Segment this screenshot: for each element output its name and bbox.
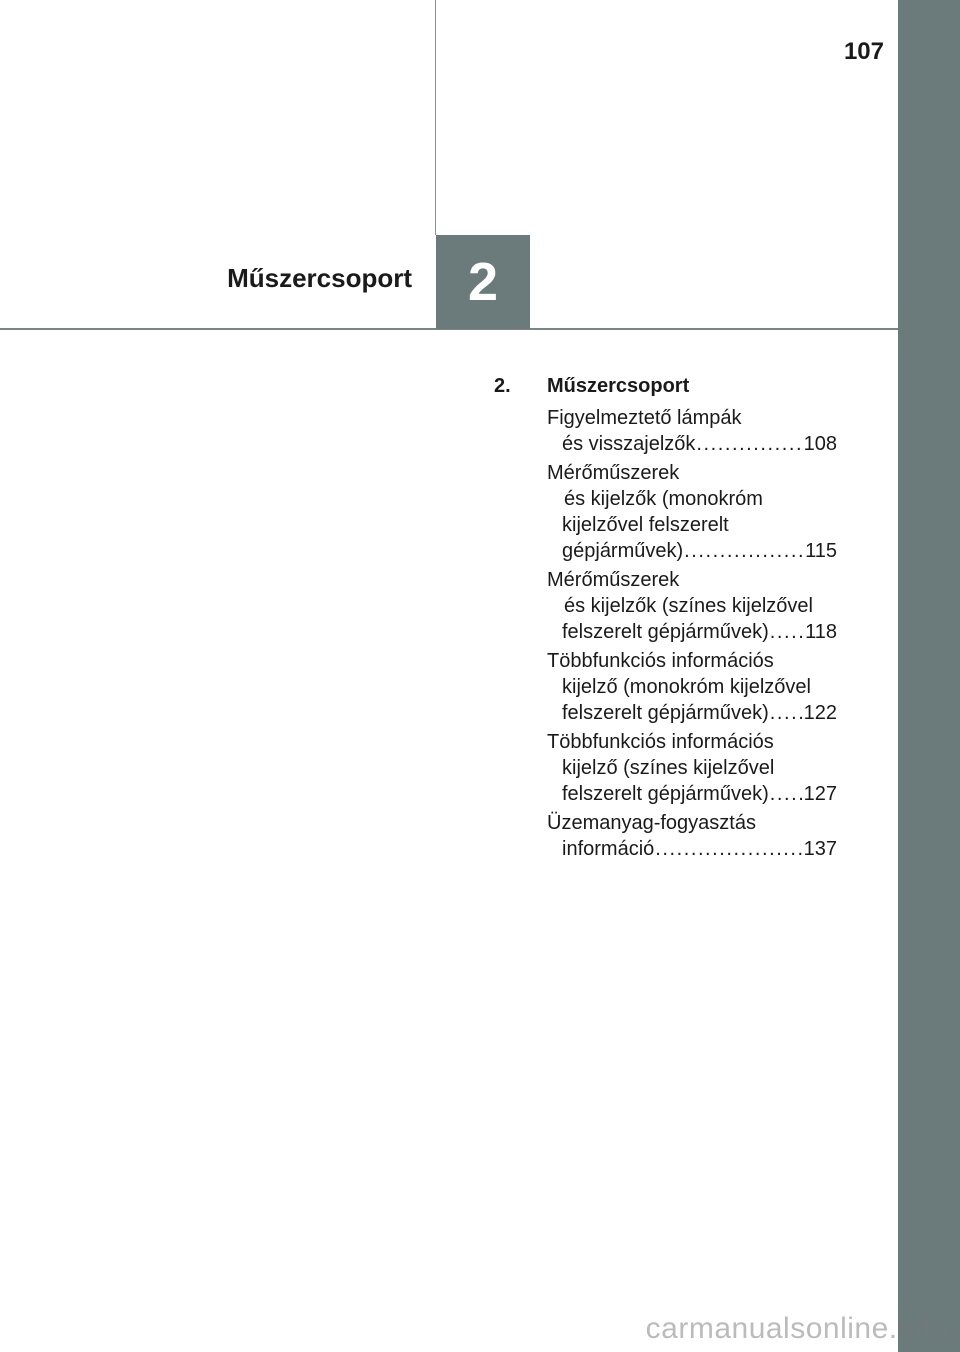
toc-entry[interactable] [547,567,837,645]
toc-entry[interactable] [547,648,837,726]
toc-page-number: 127 [803,783,837,805]
toc-entry-text: kijelzővel felszerelt [562,514,729,536]
toc-entry-text: információ [562,838,655,860]
toc-entry-text: és kijelzők (monokróm [564,488,763,510]
chapter-side-tab [898,0,960,1352]
toc-entry-text: felszerelt gépjárművek) [562,702,769,724]
toc-page-number: 137 [803,838,837,860]
toc-entry[interactable] [547,810,837,862]
toc-leader-dots [655,836,802,862]
toc-list [547,405,837,865]
toc-section-number: 2. [494,375,511,397]
toc-entry[interactable] [547,460,837,564]
chapter-number-box [436,235,530,329]
toc-leader-dots [770,781,803,807]
toc-entry-text: gépjárművek) [562,540,684,562]
toc-entry-text: felszerelt gépjárművek) [562,621,769,643]
toc-section-title: Műszercsoport [547,375,690,397]
toc-entry-text: Üzemanyag-fogyasztás [547,812,756,834]
toc-leader-dots [684,538,804,564]
toc-page-number: 108 [803,433,837,455]
toc-entry-text: felszerelt gépjárművek) [562,783,769,805]
chapter-number: 2 [467,252,499,312]
toc-section-heading [494,373,834,399]
toc-page-number: 115 [805,540,837,562]
toc-entry-text: kijelző (színes kijelzővel [562,757,775,779]
toc-entry-text: és kijelzők (színes kijelzővel [564,595,813,617]
toc-leader-dots [696,431,802,457]
toc-leader-dots [770,619,804,645]
toc-entry-text: Figyelmeztető lámpák [547,407,742,429]
chapter-title: Műszercsoport [227,263,412,293]
toc-page-number: 118 [805,621,837,643]
toc-page-number: 122 [803,702,837,724]
toc-entry-text: Többfunkciós információs [547,731,774,753]
toc-entry-text: Mérőműszerek [547,569,680,591]
toc-entry-text: kijelző (monokróm kijelzővel [562,676,811,698]
toc-entry-text: Többfunkciós információs [547,650,774,672]
toc-entry[interactable] [547,729,837,807]
watermark: carmanualsonline.info [645,1312,948,1345]
toc-entry[interactable] [547,405,837,457]
toc-entry-text: Mérőműszerek [547,462,680,484]
toc-entry-text: és visszajelzők [562,433,696,455]
toc-leader-dots [770,700,803,726]
vertical-rule [435,0,436,235]
page-number: 107 [843,38,884,65]
